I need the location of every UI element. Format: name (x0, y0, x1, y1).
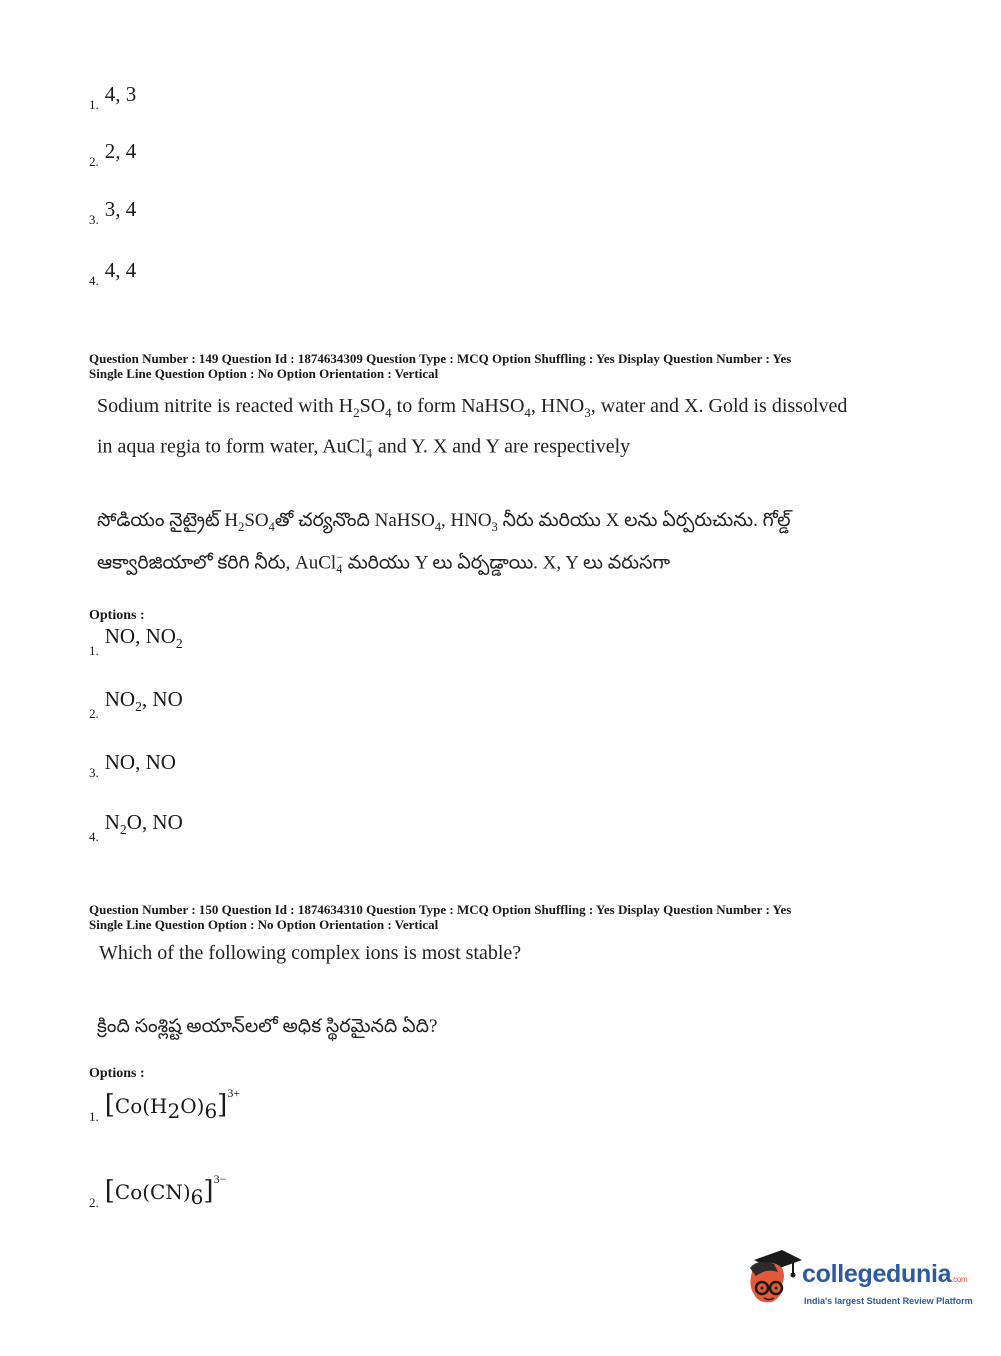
q149-meta-line1: Question Number : 149 Question Id : 1874634309 Question Type : MCQ Option Shuffling : Yes Display Question Number : Yes (89, 351, 792, 366)
q150-options-label: Options : (89, 1066, 145, 1081)
q150-meta-line2: Single Line Question Option : No Option Orientation : Vertical (89, 917, 439, 932)
q149-english-line1: Sodium nitrite is reacted with $H_2SO_4$ to form NaHSO$_4$, $HNO_3$, water and X. Gold is dissolved (97, 395, 848, 420)
q149-options-label: Options : (89, 608, 145, 623)
q149-option-3: 3. NO, NO (89, 750, 176, 780)
q150-meta (89, 902, 919, 932)
mascot-icon (744, 1250, 802, 1312)
q149-meta (89, 351, 919, 381)
q150-option-1: 1. $[Co(H_2O)_6]^{3+}$ (89, 1086, 241, 1125)
q149-option-4: 4. $N_2O$, NO (89, 810, 183, 844)
brand-name: collegedunia.com (802, 1260, 968, 1288)
q149-option-2: 2. $NO_2$, NO (89, 687, 183, 721)
q149-telugu-line1: సోడియం నైట్రైట్ $H_2SO_4తో$ చర్యనొంది NaHSO$_4$, $HNO_3$ నీరు మరియు X లను ఏర్పరుచును. గోల్డ్ (97, 510, 791, 534)
q149-meta-line2: Single Line Question Option : No Option Orientation : Vertical (89, 366, 439, 381)
q149-option-1: 1. NO, $NO_2$ (89, 624, 183, 658)
prev-option-2: 2. 2, 4 (89, 139, 137, 169)
collegedunia-logo (744, 1250, 974, 1314)
q149-telugu-line2: ఆక్వారిజియాలో కరిగి నీరు, AuCl$_4$− మరియు Y లు ఏర్పడ్డాయి. X, Y లు వరుసగా (97, 552, 670, 577)
prev-option-4: 4. 4, 4 (89, 258, 137, 288)
brand-tagline: India's largest Student Review Platform (804, 1296, 973, 1306)
prev-option-3: 3. 3, 4 (89, 197, 137, 227)
q150-english: Which of the following complex ions is most stable? (99, 942, 522, 964)
q150-meta-line1: Question Number : 150 Question Id : 1874634310 Question Type : MCQ Option Shuffling : Yes Display Question Number : Yes (89, 902, 792, 917)
q150-option-2: 2. $[Co(CN)_6]^{3-}$ (89, 1172, 227, 1211)
q149-english-line2: in aqua regia to form water, AuCl$_4$− and Y. X and Y are respectively (97, 434, 631, 461)
q150-telugu: క్రింది సంశ్లిష్ట అయాన్‌లలో అధిక స్థిరమైనది ఏది? (97, 1016, 438, 1037)
prev-option-1: 1. 4, 3 (89, 82, 137, 112)
